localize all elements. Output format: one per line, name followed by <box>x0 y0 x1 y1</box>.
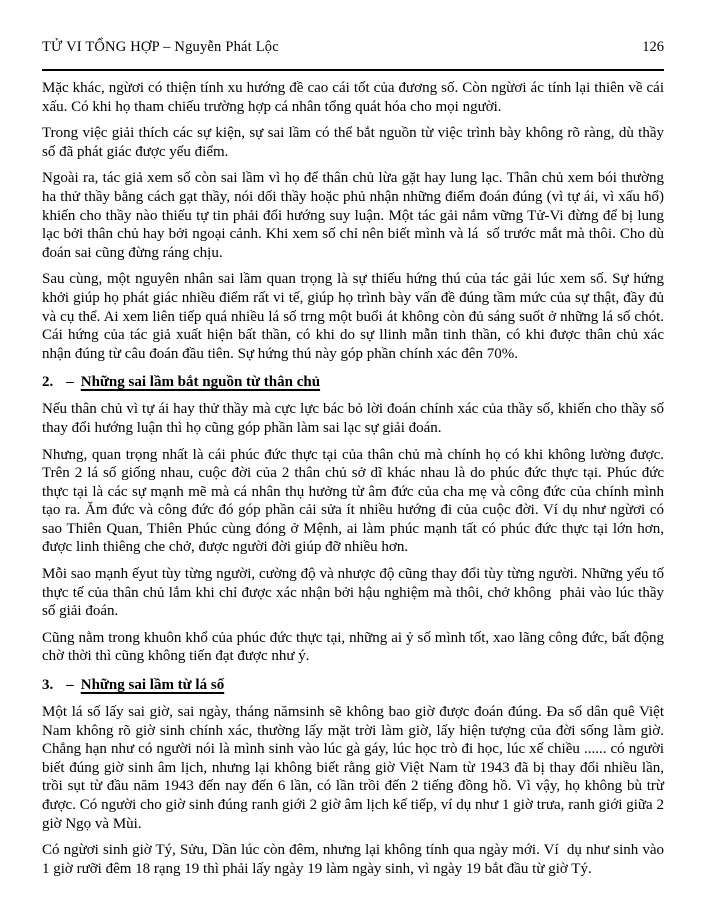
section-number: 2. <box>42 374 54 391</box>
paragraph: Nhưng, quan trọng nhất là cái phúc đức thực tại của thân chủ mà chính họ có khi không lường được. Trên 2 lá số giống nhau, cuộc đời của 2 thân chủ sở dĩ khác nhau là do phúc đức thực tại. Phúc đức thực tại là các sự mạnh mẽ mà cá nhân thụ hưởng từ âm đức của cha mẹ và công đức của chính mình tạo ra. Ăm đức và công đức đó góp phần cải sửa ít nhiều hướng đi của cuộc đời. Ví dụ như ngừơi có sao Thiên Quan, Thiên Phúc cùng đóng ở Mệnh, ai làm phúc mạnh tất có phúc đức thực tại lớn hơn, được linh thiêng che chở, được người đời giúp đỡ nhiều hơn. <box>42 446 668 556</box>
section-number: 3. <box>42 677 54 694</box>
paragraph: Mỗi sao mạnh ếyut tùy từng người, cường độ và nhược độ cũng thay đổi tùy từng người. Những yếu tố thực tế của thân chủ lắm khi chỉ được xác nhận bởi hậu nghiệm mà thôi, chở không phải vào lúc thầy số giải đoán. <box>42 566 668 620</box>
section-dash: – <box>66 677 74 694</box>
section-heading-2 <box>42 373 664 392</box>
running-title: TỬ VI TỔNG HỢP – Nguyễn Phát Lộc <box>42 39 279 55</box>
page-body <box>42 79 668 878</box>
page-header <box>42 38 664 56</box>
paragraph: Một lá số lấy sai giờ, sai ngày, tháng nămsinh sẽ không bao giờ được đoán đúng. Đa số dân quê Việt Nam không rõ giờ sinh chính xác, thường lấy mặt trời làm giờ, lấy hiện tượng của đời sống làm giờ. Chẳng hạn như có người nói là mình sinh vào lúc gà gáy, lúc học trò đi học, lúc xế chiều ...... có người biết đúng giờ sinh âm lịch, nhưng lại không biết rằng giờ Việt Nam từ 1943 đã bị thay đổi nhiều lần, trồi sụt từ đầu năm 1943 đến nay đến 6 lần, có lần trồi đến 2 tiếng đồng hồ. Vì vậy, họ không bù trừ được. Có người cho giờ sinh đúng ranh giới 2 giờ âm lịch kế tiếp, ví dụ như 1 giờ trưa, ranh giới giữa 2 giờ Ngọ và Mùi. <box>42 704 668 832</box>
paragraph: Sau cùng, một nguyên nhân sai lầm quan trọng là sự thiếu hứng thú của tác gải lúc xem số. Sự hứng khởi giúp họ phát giác nhiều điểm rất vi tế, giúp họ trình bày vấn đề đúng tầm mức của sự thật, đầy đủ và cụ thể. Ai xem liên tiếp quá nhiều lá số trng một buổi át không còn đủ sáng suốt ở những lá số chót. Cái hứng của tác giả xuất hiện bất thần, có khi do sự llinh mẫn tinh thần, có khi được thân chủ xác nhận đúng từ câu đoán đầu tiên. Sự hứng thú này góp phần chính xác đên 70%. <box>42 271 668 362</box>
paragraph: Trong việc giải thích các sự kiện, sự sai lầm có thể bắt nguồn từ việc trình bày không rõ ràng, dù thầy số đã phát giác được yếu điểm. <box>42 125 668 160</box>
page-number: 126 <box>642 39 664 55</box>
paragraph: Có ngừơi sinh giờ Tý, Sửu, Dần lúc còn đêm, nhưng lại không tính qua ngày mới. Ví dụ như sinh vào 1 giờ rưỡi đêm 18 rạng 19 thì phải lấy ngày 19 làm ngày sinh, vì ngày 19 bắt đầu từ giờ Tý. <box>42 842 668 877</box>
paragraph: Ngoài ra, tác giả xem số còn sai lầm vì họ để thân chủ lừa gặt hay lung lạc. Thân chủ xem bói thường ha thử thầy bằng cách gạt thầy, nói dối thầy hoặc phủ nhận những điểm đoán đúng (vì tự ái, vì xấu hổ) khiến cho thầy nào thiếu tự tin phải đổi hướng suy luận. Một tác gải nắm vững Tử-Vi đừng để bị lung lạc bởi thân chủ hay bởi ngoại cảnh. Khi xem số chỉ nên biết mình và lá số trước mắt mà thôi. Cho dù đoán sai cũng đừng ráng chịu. <box>42 170 668 261</box>
section-title: Những sai lầm bắt nguồn từ thân chủ <box>80 374 321 391</box>
paragraph: Cũng nằm trong khuôn khổ của phúc đức thực tại, những ai ỷ số mình tốt, xao lãng công đức, bất động chờ thời thì cũng không tiến đạt được như ý. <box>42 629 668 665</box>
section-dash: – <box>66 374 74 391</box>
paragraph: Nếu thân chủ vì tự ái hay thử thầy mà cực lực bác bỏ lời đoán chính xác của thầy số, khiến cho thầy số thay đổi hướng luận thì họ cũng góp phần làm sai lạc sự giải đoán. <box>42 401 668 436</box>
paragraph: Mặc khác, ngừơi có thiện tính xu hướng đề cao cái tốt của đương số. Còn ngừơi ác tính lại thiên về cái xấu. Có khi họ tham chiếu trường hợp cá nhân tổng quát hóa cho mọi người. <box>42 80 668 115</box>
header-rule-divider <box>42 69 664 71</box>
section-heading-3 <box>42 676 664 695</box>
section-title: Những sai lầm từ lá số <box>80 677 225 694</box>
